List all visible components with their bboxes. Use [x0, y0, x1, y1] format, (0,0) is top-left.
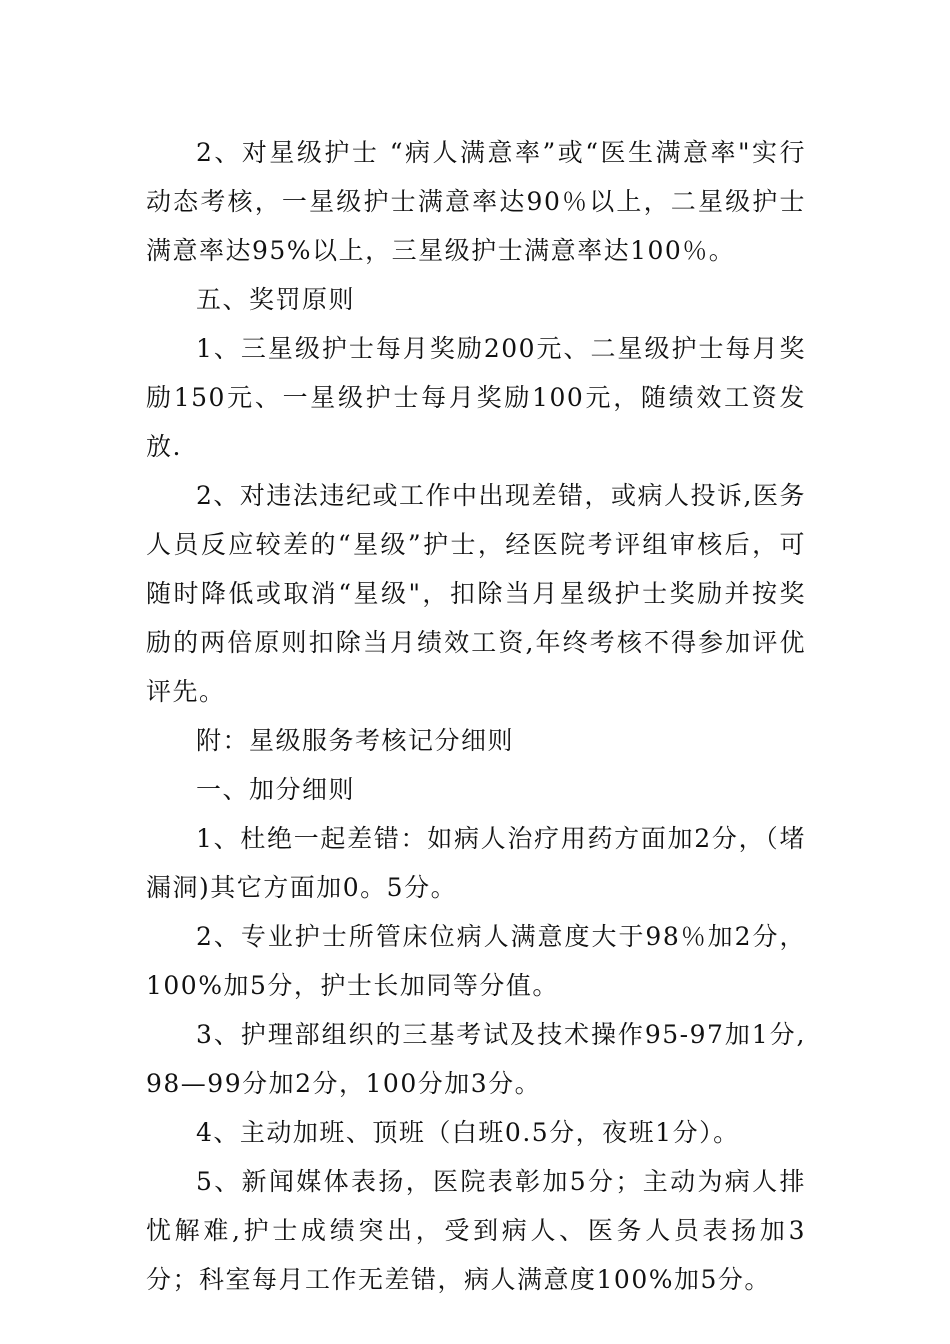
- bonus-rule-5: 5、新闻媒体表扬，医院表彰加5分；主动为病人排忧解难,护士成绩突出，受到病人、医务人员表扬加3分；科室每月工作无差错，病人满意度100%加5分。: [146, 1167, 806, 1294]
- paragraph-penalty-rules: 2、对违法违纪或工作中出现差错，或病人投诉,医务人员反应较差的“星级”护士，经医院考评组审核后，可随时降低或取消“星级"，扣除当月星级护士奖励并按奖励的两倍原则扣除当月绩效工资,年终考核不得参加评优评先。: [146, 481, 806, 706]
- document-body: [146, 128, 806, 1304]
- section-heading-bonus-rules: 一、加分细则: [196, 775, 356, 804]
- bonus-rule-1: 1、杜绝一起差错：如病人治疗用药方面加2分，（堵漏洞)其它方面加0。5分。: [146, 824, 806, 902]
- bonus-rule-2: 2、专业护士所管床位病人满意度大于98％加2分，100%加5分，护士长加同等分值。: [146, 922, 806, 1000]
- bonus-rule-4: 4、主动加班、顶班（白班0.5分，夜班1分）。: [196, 1118, 740, 1147]
- section-heading-reward-penalty: 五、奖罚原则: [196, 285, 356, 314]
- bonus-rule-3: 3、护理部组织的三基考试及技术操作95-97加1分,98—99分加2分，100分加3分。: [146, 1020, 806, 1098]
- paragraph-monthly-reward: 1、三星级护士每月奖励200元、二星级护士每月奖励150元、一星级护士每月奖励100元，随绩效工资发放.: [146, 334, 806, 461]
- paragraph-star-satisfaction-assessment: 2、对星级护士 “病人满意率”或“医生满意率"实行动态考核，一星级护士满意率达90％以上，二星级护士满意率达95%以上，三星级护士满意率达100％。: [146, 138, 806, 265]
- appendix-heading: 附：星级服务考核记分细则: [196, 726, 515, 755]
